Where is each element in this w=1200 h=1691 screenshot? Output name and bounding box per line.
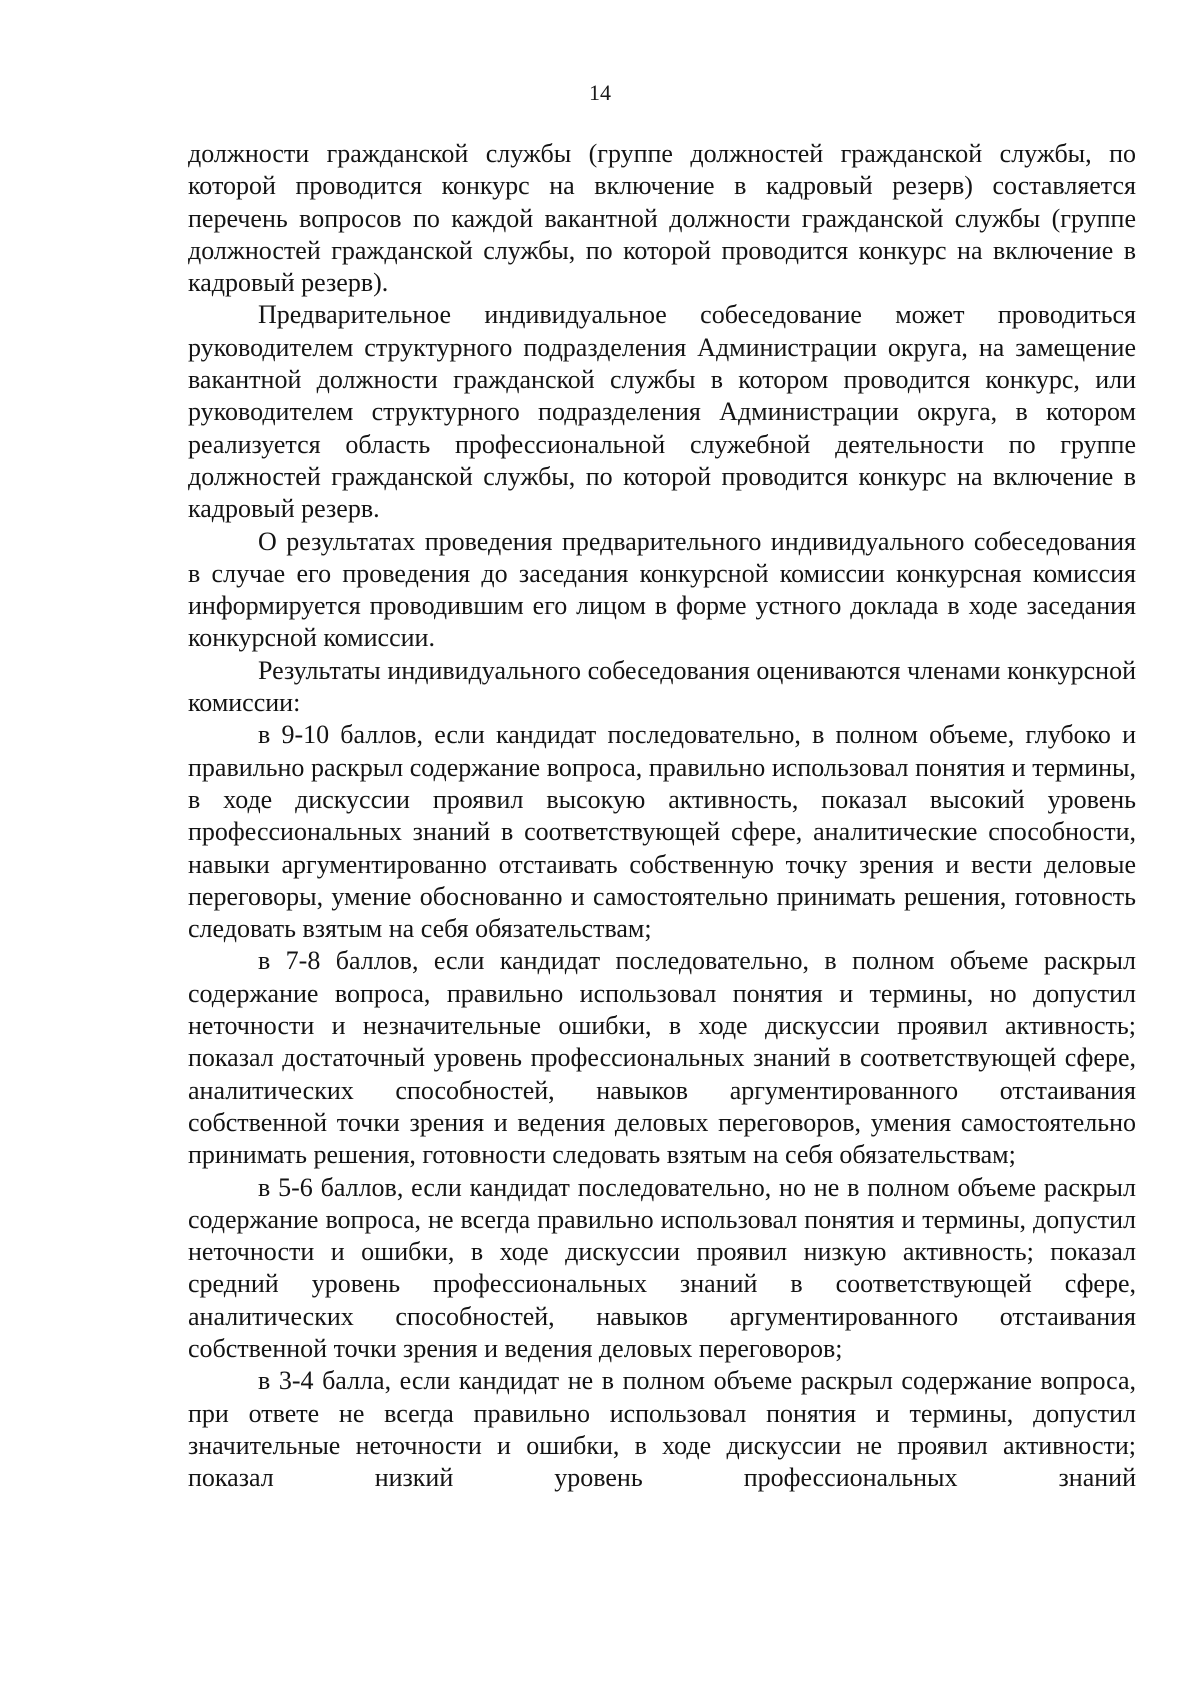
- paragraph: в 7-8 баллов, если кандидат последовательно, в полном объеме раскрыл содержание вопроса, правильно использовал понятия и термины, но допустил неточности и незначительные ошибки, в ходе дискуссии проявил активность; показал достаточный уровень профессиональных знаний в соответствующей сфере, аналитических способностей, навыков аргументированного отстаивания собственной точки зрения и ведения деловых переговоров, умения самостоятельно принимать решения, готовности следовать взятым на себя обязательствам;: [188, 946, 1136, 1170]
- paragraph: должности гражданской службы (группе должностей гражданской службы, по которой проводится конкурс на включение в кадровый резерв) составляется перечень вопросов по каждой вакантной должности гражданской службы (группе должностей гражданской службы, по которой проводится конкурс на включение в кадровый резерв).: [188, 139, 1136, 298]
- paragraph: в 9-10 баллов, если кандидат последовательно, в полном объеме, глубоко и правильно раскрыл содержание вопроса, правильно использовал понятия и термины, в ходе дискуссии проявил высокую активность, показал высокий уровень профессиональных знаний в соответствующей сфере, аналитические способности, навыки аргументированно отстаивать собственную точку зрения и вести деловые переговоры, умение обоснованно и самостоятельно принимать решения, готовность следовать взятым на себя обязательствам;: [188, 720, 1136, 944]
- paragraph: в 5-6 баллов, если кандидат последовательно, но не в полном объеме раскрыл содержание вопроса, не всегда правильно использовал понятия и термины, допустил неточности и ошибки, в ходе дискуссии проявил низкую активность; показал средний уровень профессиональных знаний в соответствующей сфере, аналитических способностей, навыков аргументированного отстаивания собственной точки зрения и ведения деловых переговоров;: [188, 1172, 1136, 1363]
- paragraph: в 3-4 балла, если кандидат не в полном объеме раскрыл содержание вопроса, при ответе не всегда правильно использовал понятия и термины, допустил значительные неточности и ошибки, в ходе дискуссии не проявил активности; показал низкий уровень профессиональных знаний: [188, 1366, 1136, 1493]
- paragraph: Предварительное индивидуальное собеседование может проводиться руководителем структурного подразделения Администрации округа, на замещение вакантной должности гражданской службы в котором проводится конкурс, или руководителем структурного подразделения Администрации округа, в котором реализуется область профессиональной служебной деятельности по группе должностей гражданской службы, по которой проводится конкурс на включение в кадровый резерв.: [188, 300, 1136, 524]
- paragraph: О результатах проведения предварительного индивидуального собеседования в случае его проведения до заседания конкурсной комиссии конкурсная комиссия информируется проводившим его лицом в форме устного доклада в ходе заседания конкурсной комиссии.: [188, 526, 1136, 653]
- paragraph: Результаты индивидуального собеседования оцениваются членами конкурсной комиссии:: [188, 655, 1136, 718]
- document-body: [188, 138, 1136, 1494]
- page-number: 14: [589, 80, 611, 105]
